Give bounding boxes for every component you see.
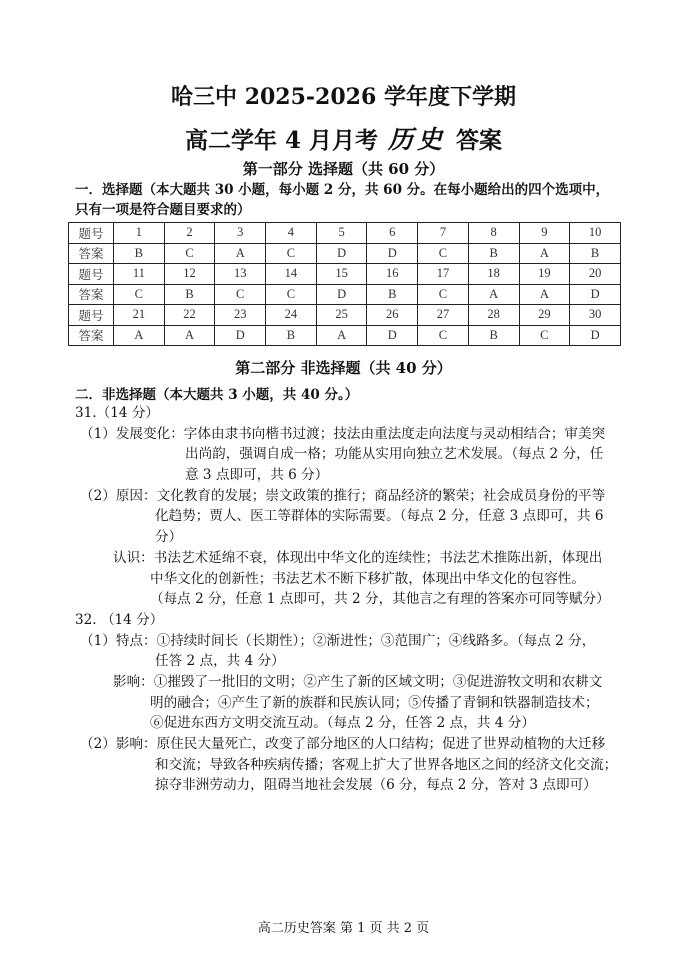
question-number-cell: 24 — [266, 305, 317, 326]
answer-body — [75, 403, 635, 796]
question-number-cell: 6 — [367, 223, 418, 244]
answer-cell: A — [519, 284, 570, 305]
subject-name: 历史 — [388, 125, 447, 154]
answer-cell: D — [316, 284, 367, 305]
question-number-cell: 23 — [215, 305, 266, 326]
answer-line: 分） — [155, 529, 183, 546]
answer-cell: B — [164, 284, 215, 305]
question-number-cell: 12 — [164, 264, 215, 285]
answer-cell: A — [215, 243, 266, 264]
part2-instruction: 二．非选择题（本大题共 3 小题，共 40 分。） — [75, 387, 359, 403]
question-number-cell: 27 — [418, 305, 469, 326]
answer-block — [75, 403, 635, 424]
document-title: 哈三中 2025-2026 学年度下学期 — [171, 84, 516, 110]
question-number-cell: 21 — [114, 305, 165, 326]
answer-cell: A — [316, 325, 367, 346]
page-footer: 高二历史答案 第 1 页 共 2 页 — [257, 921, 430, 936]
part1-instruction — [75, 180, 635, 220]
answer-row — [69, 325, 621, 346]
question-number-cell: 17 — [418, 264, 469, 285]
answer-line: ⑥促进东西方文明交流互动。（每点 2 分，任答 2 点，共 4 分） — [150, 715, 535, 732]
instruction-line: 只有一项是符合题目要求的） — [75, 202, 251, 218]
answer-cell: A — [164, 325, 215, 346]
answer-line: 32. （14 分） — [75, 611, 164, 628]
answer-cell: B — [570, 243, 621, 264]
answer-line: 任答 2 点，共 4 分） — [155, 653, 285, 670]
answer-line: 和交流；导致各种疾病传播；客观上扩大了世界各地区之间的经济文化交流； — [155, 756, 618, 773]
answer-line: 影响：①摧毁了一批旧的文明；②产生了新的区域文明；③促进游牧文明和农耕文 — [113, 673, 603, 690]
answer-line: 明的融合；④产生了新的族群和民族认同；⑤传播了青铜和铁器制造技术； — [150, 694, 599, 711]
question-number-cell: 7 — [418, 223, 469, 244]
part1-heading: 第一部分 选择题（共 60 分） — [242, 160, 445, 178]
question-number-cell: 29 — [519, 305, 570, 326]
answer-cell: C — [266, 243, 317, 264]
answer-cell: C — [519, 325, 570, 346]
answer-cell: B — [114, 243, 165, 264]
question-number-cell: 30 — [570, 305, 621, 326]
answer-cell: C — [418, 284, 469, 305]
answer-block — [75, 734, 635, 796]
answer-line: 意 3 点即可，共 6 分） — [185, 467, 329, 484]
answer-cell: C — [418, 243, 469, 264]
exam-name: 高二学年 4 月月考 — [184, 127, 378, 154]
row-label: 答案 — [69, 243, 114, 264]
answer-line: 31.（14 分） — [75, 405, 160, 421]
answer-line: （1）特点：①持续时间长（长期性）；②渐进性；③范围广；④线路多。（每点 2 分， — [80, 632, 596, 649]
answer-cell: D — [367, 243, 418, 264]
question-number-cell: 20 — [570, 264, 621, 285]
question-number-cell: 13 — [215, 264, 266, 285]
answer-line: 出尚韵，强调自成一格；功能从实用向独立艺术发展。（每点 2 分，任 — [185, 446, 604, 463]
answer-block — [75, 610, 635, 631]
answer-line: 认识：书法艺术延绵不衰，体现出中华文化的连续性；书法艺术推陈出新，体现出 — [113, 549, 603, 566]
instruction-line: 一．选择题（本大题共 30 小题，每小题 2 分，共 60 分。在每小题给出的四个选项中， — [75, 182, 610, 198]
answer-block — [75, 631, 635, 672]
question-number-cell: 3 — [215, 223, 266, 244]
row-label: 答案 — [69, 284, 114, 305]
answer-cell: C — [266, 284, 317, 305]
question-number-row — [69, 223, 621, 244]
question-number-cell: 10 — [570, 223, 621, 244]
answer-cell: C — [215, 284, 266, 305]
answer-cell: B — [367, 284, 418, 305]
answer-cell: D — [316, 243, 367, 264]
part2-heading: 第二部分 非选择题（共 40 分） — [235, 359, 452, 377]
question-number-cell: 9 — [519, 223, 570, 244]
document-subtitle — [0, 120, 687, 156]
answer-cell: A — [468, 284, 519, 305]
question-number-cell: 25 — [316, 305, 367, 326]
question-number-cell: 19 — [519, 264, 570, 285]
question-number-cell: 5 — [316, 223, 367, 244]
question-number-cell: 28 — [468, 305, 519, 326]
question-number-cell: 11 — [114, 264, 165, 285]
question-number-cell: 4 — [266, 223, 317, 244]
answer-cell: B — [266, 325, 317, 346]
answer-line: （2）原因：文化教育的发展；崇文政策的推行；商品经济的繁荣；社会成员身份的平等 — [80, 487, 606, 504]
answer-line: 化趋势；贾人、医工等群体的实际需要。（每点 2 分，任意 3 点即可，共 6 — [155, 508, 604, 525]
answer-line: （2）影响：原住民大量死亡，改变了部分地区的人口结构；促进了世界动植物的大迁移 — [80, 736, 606, 752]
answer-line: （1）发展变化：字体由隶书向楷书过渡；技法由重法度走向法度与灵动相结合；审美突 — [80, 425, 606, 442]
question-number-cell: 26 — [367, 305, 418, 326]
answer-cell: B — [468, 325, 519, 346]
answer-table — [68, 222, 621, 346]
answer-line: 中华文化的创新性；书法艺术不断下移扩散，体现出中华文化的包容性。 — [150, 570, 585, 587]
answer-row — [69, 243, 621, 264]
answer-cell: C — [164, 243, 215, 264]
answer-block — [75, 486, 635, 548]
answer-cell: B — [468, 243, 519, 264]
answer-line: （每点 2 分，任意 1 点即可，共 2 分，其他言之有理的答案亦可同等赋分） — [150, 591, 610, 608]
row-label: 答案 — [69, 325, 114, 346]
answer-block — [75, 548, 635, 610]
row-label: 题号 — [69, 264, 114, 285]
question-number-cell: 22 — [164, 305, 215, 326]
question-number-cell: 16 — [367, 264, 418, 285]
answer-cell: C — [114, 284, 165, 305]
answer-cell: D — [570, 325, 621, 346]
question-number-cell: 18 — [468, 264, 519, 285]
answer-block — [75, 672, 635, 734]
row-label: 题号 — [69, 223, 114, 244]
answer-cell: D — [215, 325, 266, 346]
row-label: 题号 — [69, 305, 114, 326]
answer-cell: D — [367, 325, 418, 346]
question-number-cell: 8 — [468, 223, 519, 244]
question-number-cell: 2 — [164, 223, 215, 244]
answer-label: 答案 — [456, 127, 503, 154]
answer-cell: D — [570, 284, 621, 305]
question-number-cell: 14 — [266, 264, 317, 285]
question-number-cell: 1 — [114, 223, 165, 244]
answer-line: 掠夺非洲劳动力，阻碍当地社会发展（6 分，每点 2 分，答对 3 点即可） — [155, 777, 597, 794]
question-number-row — [69, 264, 621, 285]
answer-row — [69, 284, 621, 305]
question-number-cell: 15 — [316, 264, 367, 285]
answer-cell: A — [519, 243, 570, 264]
answer-cell: C — [418, 325, 469, 346]
answer-cell: A — [114, 325, 165, 346]
question-number-row — [69, 305, 621, 326]
answer-block — [75, 424, 635, 486]
